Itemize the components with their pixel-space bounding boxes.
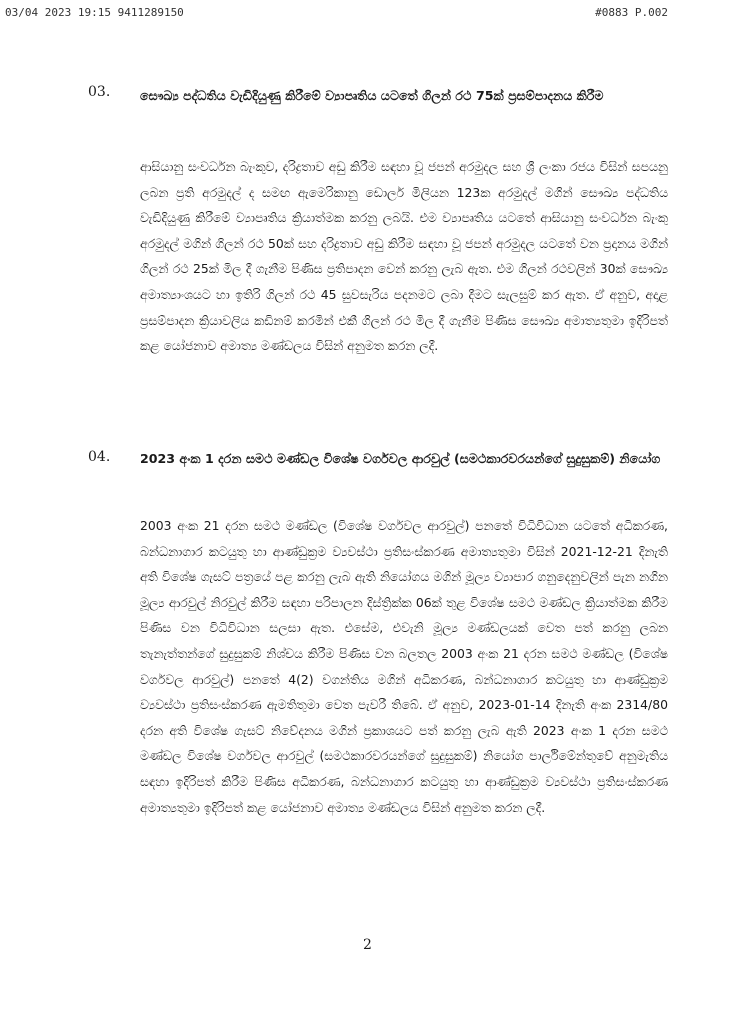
section-number: 04. <box>88 449 111 465</box>
section-heading: 2023 අංක 1 දරන සමථ මණ්ඩල විශේෂ වර්ගවල ආරවුල් (සමථකාරවරයන්ගේ සුදුසුකම්) නියෝග <box>140 451 661 466</box>
section-body: 2003 අංක 21 දරන සමථ මණ්ඩල (විශේෂ වර්ගවල ආරවුල්) පනතේ විධිවිධාන යටතේ අධිකරණ, බන්ධනාගාර කටයුතු හා ආණ්ඩුක්‍රම ව්‍යවස්ථා ප්‍රතිසංස්කරණ අමාත්‍යතුමා විසින් 2021-12-21 දිනැති අති විශේෂ ගැසට් පත්‍රයේ පළ කරනු ලැබ ඇති නියෝගය මගින් මූල්‍ය ව්‍යාපාර ගනුදෙනුවලින් පැන නගින මූල්‍ය ආරවුල් නිරවුල් කිරීම සඳහා පරිපාලන දිස්ත්‍රික්ක 06ක් තුළ විශේෂ සමථ මණ්ඩල ක්‍රියාත්මක කිරීම පිණිස වන විධිවිධාන සලසා ඇත. එසේම, එවැනි මූල්‍ය මණ්ඩලයක් වෙත පත් කරනු ලබන තැනැත්තන්ගේ සුදුසුකම් නිශ්චය කිරීම පිණිස වන බලතල 2003 අංක 21 දරන සමථ මණ්ඩල (විශේෂ වර්ගවල ආරවුල්) පනතේ 4(2) වගන්තිය මගින් අධිකරණ, බන්ධනාගාර කටයුතු හා ආණ්ඩුක්‍රම ව්‍යවස්ථා ප්‍රතිසංස්කරණ ඇමතිතුමා වෙත පැවරී තිබේ. ඒ අනුව, 2023-01-14 දිනැති අංක 2314/80 දරන අති විශේෂ ගැසට් නිවේදනය මගින් ප්‍රකාශයට පත් කරනු ලැබ ඇති 2023 අංක 1 දරන සමථ මණ්ඩල විශේෂ වර්ගවල ආරවුල් (සමථකාරවරයන්ගේ සුදුසුකම්) නියෝග පාර්ලිමේන්තුවේ අනුමැතිය සඳහා ඉදිරිපත් කිරීම පිණිස අධිකරණ, බන්ධනාගාර කටයුතු හා ආණ්ඩුක්‍රම ව්‍යවස්ථා ප්‍රතිසංස්කරණ අමාත්‍යතුමා ඉදිරිපත් කළ යෝජනාව අමාත්‍ය මණ්ඩලය විසින් අනුමත කරන ලදී. <box>140 518 668 815</box>
section-body: ආසියානු සංවර්ධන බැංකුව, දරිද්‍රතාව අඩු කිරීම සඳහා වූ ජපන් අරමුදල සහ ශ්‍රී ලංකා රජය විසින් සපයනු ලබන ප්‍රති අරමුදල් ද සමඟ ඇමෙරිකානු ඩොලර් මිලියන 123ක අරමුදල් මගින් සෞඛ්‍ය පද්ධතිය වැඩිදියුණු කිරීමේ ව්‍යාපෘතිය ක්‍රියාත්මක කරනු ලබයි. එම ව්‍යාපෘතිය යටතේ ආසියානු සංවර්ධන බැංකු අරමුදල් මගින් ගිලන් රථ 50ක් සහ දරිද්‍රතාව අඩු කිරීම සඳහා වූ ජපන් අරමුදල යටතේ වන ප්‍රදානය මගින් ගිලන් රථ 25ක් මිල දී ගැනීම පිණිස ප්‍රතිපාදන වෙන් කරනු ලැබ ඇත. එම ගිලන් රථවලින් 30ක් සෞඛ්‍ය අමාත්‍යාංශයට හා ඉතිරි ගිලන් රථ 45 සුවසැරිය පදනමට ලබා දීමට සැලසුම් කර ඇත. ඒ අනුව, අදාළ ප්‍රසම්පාදන ක්‍රියාවලිය කඩිනම් කරමින් එකී ගිලන් රථ මිල දී ගැනීම පිණිස සෞඛ්‍ය අමාත්‍යතුමා ඉදිරිපත් කළ යෝජනාව අමාත්‍ය මණ්ඩලය විසින් අනුමත කරන ලදී. <box>140 159 668 354</box>
page-number: 2 <box>363 937 372 953</box>
section-number: 03. <box>88 84 111 100</box>
fax-date-time: 03/04 2023 19:15 9411289150 <box>5 6 184 19</box>
section-heading: සෞඛ්‍ය පද්ධතිය වැඩිදියුණු කිරීමේ ව්‍යාපෘතිය යටතේ ගිලන් රථ 75ක් ප්‍රසම්පාදනය කිරීම <box>140 88 604 103</box>
fax-page-ref: #0883 P.002 <box>595 6 668 19</box>
fax-header <box>0 6 735 22</box>
